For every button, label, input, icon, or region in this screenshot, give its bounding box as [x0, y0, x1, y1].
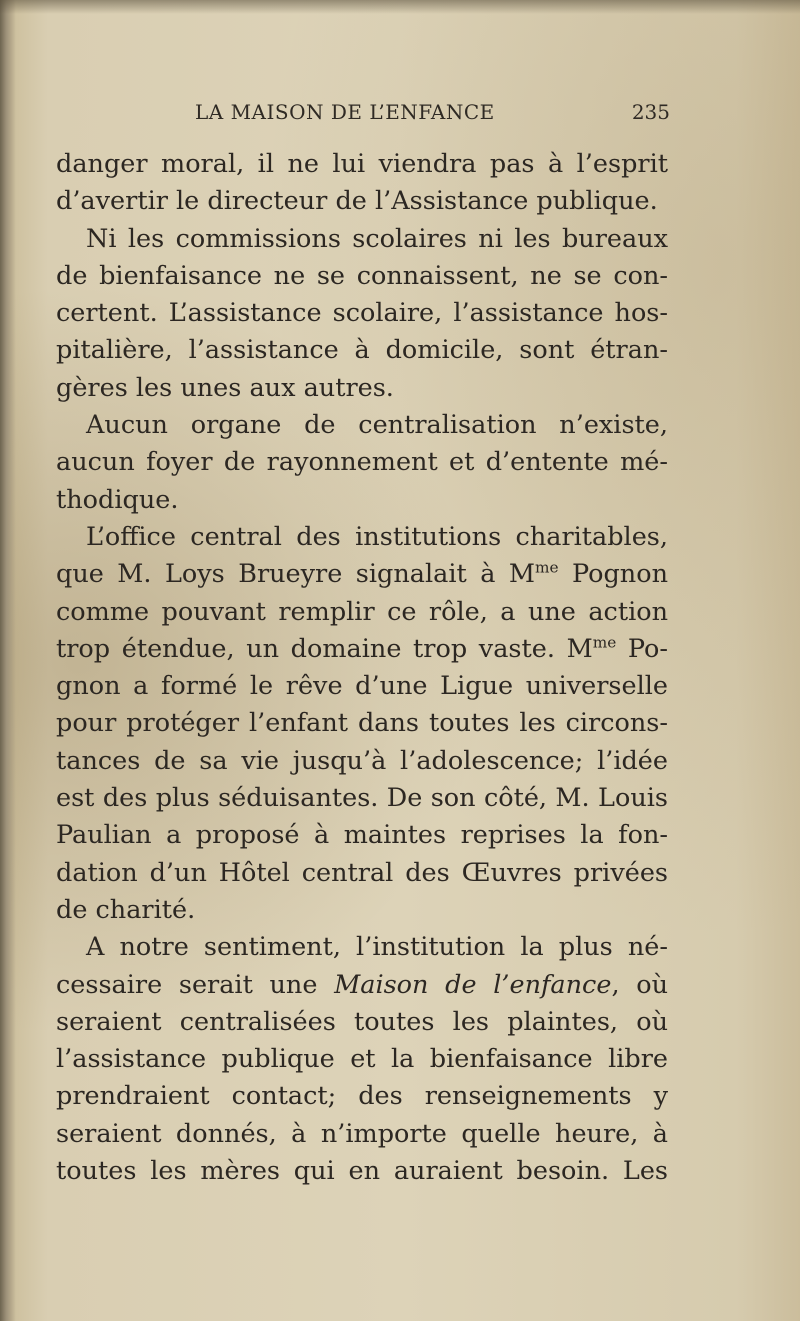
text-line: Aucun organe de centralisation n’existe,	[86, 410, 668, 441]
text-line: d’avertir le directeur de l’Assistance publique.	[56, 186, 658, 217]
text-line: gnon a formé le rêve d’une Ligue universelle	[56, 671, 668, 702]
text-line: tances de sa vie jusqu’à l’adolescence; l’idée	[56, 745, 668, 776]
page-number: 235	[631, 100, 670, 124]
text-line: seraient donnés, à n’importe quelle heure, à	[56, 1118, 668, 1149]
text-line: de bienfaisance ne se connaissent, ne se con-	[56, 260, 668, 291]
text-line: seraient centralisées toutes les plaintes, où	[56, 1006, 668, 1037]
body-text	[56, 146, 668, 1190]
text-segment: trop étendue, un domaine trop vaste. M	[56, 633, 593, 664]
text-line: Paulian a proposé à maintes reprises la fon-	[56, 820, 668, 851]
text-line: thodique.	[56, 484, 179, 515]
text-line: comme pouvant remplir ce rôle, a une action	[56, 596, 668, 627]
page-top-shadow	[0, 0, 800, 14]
text-segment: Pognon	[558, 559, 668, 590]
text-line: gères les unes aux autres.	[56, 372, 394, 403]
text-line	[56, 556, 668, 593]
text-line: aucun foyer de rayonnement et d’entente mé-	[56, 447, 668, 478]
text-segment: , où	[611, 969, 668, 1000]
text-line: l’assistance publique et la bienfaisance libre	[56, 1044, 668, 1075]
text-line	[56, 967, 668, 1004]
text-line: danger moral, il ne lui viendra pas à l’esprit	[56, 149, 668, 179]
text-line: certent. L’assistance scolaire, l’assistance hos-	[56, 298, 668, 329]
page-gutter-shadow	[0, 0, 16, 1321]
superscript: me	[592, 633, 617, 652]
text-segment: Po-	[616, 633, 668, 664]
text-line: prendraient contact; des renseignements y	[56, 1081, 668, 1112]
text-line: dation d’un Hôtel central des Œuvres privées	[56, 857, 668, 888]
running-title: LA MAISON DE L’ENFANCE	[195, 100, 495, 124]
text-segment: que M. Loys Brueyre signalait à M	[56, 559, 535, 590]
text-line: A notre sentiment, l’institution la plus né-	[86, 932, 668, 963]
text-line: de charité.	[56, 894, 196, 925]
superscript: me	[534, 558, 559, 577]
text-line: Ni les commissions scolaires ni les bureaux	[86, 223, 668, 254]
text-line: toutes les mères qui en auraient besoin. Les	[56, 1156, 668, 1187]
italic-title: Maison de l’enfance	[334, 969, 612, 1000]
text-line: pour protéger l’enfant dans toutes les circons-	[56, 708, 668, 739]
text-line	[56, 631, 668, 668]
running-header	[195, 100, 670, 130]
text-line: L’office central des institutions charitables,	[86, 521, 668, 552]
text-line: pitalière, l’assistance à domicile, sont étran-	[56, 335, 668, 366]
text-line: est des plus séduisantes. De son côté, M. Louis	[56, 783, 668, 814]
text-segment: cessaire serait une	[56, 969, 335, 1000]
